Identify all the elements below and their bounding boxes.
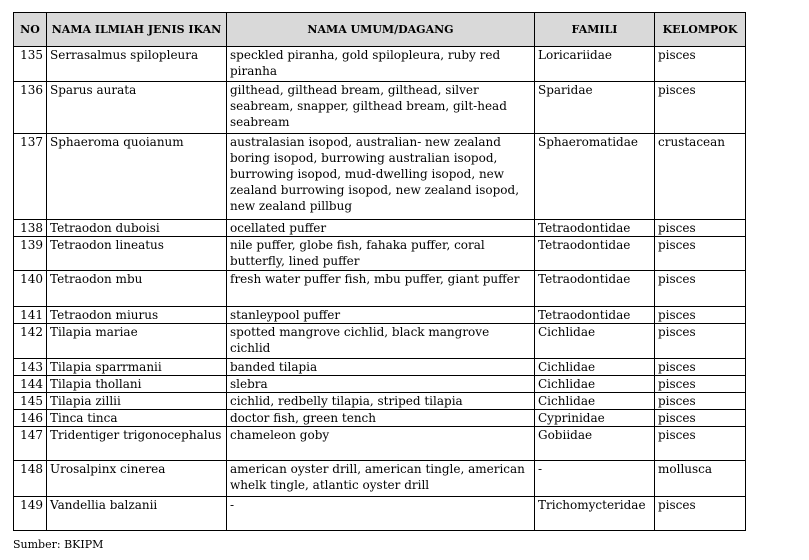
species-table xyxy=(13,12,746,531)
row-common-name: speckled piranha, gold spilopleura, ruby red piranha xyxy=(227,47,535,82)
row-no: 147 xyxy=(14,427,47,461)
row-family: Cichlidae xyxy=(535,376,655,393)
row-common-name: doctor fish, green tench xyxy=(227,410,535,427)
table-row xyxy=(14,324,746,359)
row-family: Tetraodontidae xyxy=(535,220,655,237)
table-row xyxy=(14,271,746,307)
row-family: Cichlidae xyxy=(535,359,655,376)
row-scientific-name: Tinca tinca xyxy=(47,410,227,427)
row-group: pisces xyxy=(655,82,746,134)
row-family: Tetraodontidae xyxy=(535,237,655,271)
table-row xyxy=(14,497,746,531)
table-row xyxy=(14,82,746,134)
row-family: Tetraodontidae xyxy=(535,271,655,307)
row-family: Sphaeromatidae xyxy=(535,134,655,220)
row-family: Tetraodontidae xyxy=(535,307,655,324)
row-scientific-name: Vandellia balzanii xyxy=(47,497,227,531)
header-common-name: NAMA UMUM/DAGANG xyxy=(227,13,535,47)
header-group: KELOMPOK xyxy=(655,13,746,47)
row-common-name: spotted mangrove cichlid, black mangrove cichlid xyxy=(227,324,535,359)
row-common-name: nile puffer, globe fish, fahaka puffer, coral butterfly, lined puffer xyxy=(227,237,535,271)
row-scientific-name: Sparus aurata xyxy=(47,82,227,134)
row-group: pisces xyxy=(655,376,746,393)
row-family: - xyxy=(535,461,655,497)
row-no: 137 xyxy=(14,134,47,220)
row-scientific-name: Tetraodon duboisi xyxy=(47,220,227,237)
header-no: NO xyxy=(14,13,47,47)
row-common-name: chameleon goby xyxy=(227,427,535,461)
row-no: 141 xyxy=(14,307,47,324)
row-group: mollusca xyxy=(655,461,746,497)
row-common-name: ocellated puffer xyxy=(227,220,535,237)
table-row xyxy=(14,47,746,82)
row-common-name: - xyxy=(227,497,535,531)
row-scientific-name: Tilapia thollani xyxy=(47,376,227,393)
row-group: pisces xyxy=(655,271,746,307)
table-row xyxy=(14,376,746,393)
table-row xyxy=(14,237,746,271)
row-group: pisces xyxy=(655,359,746,376)
row-group: pisces xyxy=(655,47,746,82)
row-family: Cichlidae xyxy=(535,393,655,410)
row-common-name: american oyster drill, american tingle, american whelk tingle, atlantic oyster drill xyxy=(227,461,535,497)
header-scientific-name: NAMA ILMIAH JENIS IKAN xyxy=(47,13,227,47)
source-note: Sumber: BKIPM xyxy=(13,538,104,551)
row-family: Cichlidae xyxy=(535,324,655,359)
row-common-name: fresh water puffer fish, mbu puffer, giant puffer xyxy=(227,271,535,307)
row-group: pisces xyxy=(655,220,746,237)
row-no: 139 xyxy=(14,237,47,271)
row-scientific-name: Tetraodon lineatus xyxy=(47,237,227,271)
row-no: 135 xyxy=(14,47,47,82)
row-common-name: gilthead, gilthead bream, gilthead, silver seabream, snapper, gilthead bream, gilt-head seabream xyxy=(227,82,535,134)
row-no: 136 xyxy=(14,82,47,134)
row-no: 142 xyxy=(14,324,47,359)
row-family: Cyprinidae xyxy=(535,410,655,427)
row-group: pisces xyxy=(655,307,746,324)
row-group: pisces xyxy=(655,393,746,410)
row-scientific-name: Urosalpinx cinerea xyxy=(47,461,227,497)
row-common-name: cichlid, redbelly tilapia, striped tilapia xyxy=(227,393,535,410)
row-no: 143 xyxy=(14,359,47,376)
row-no: 144 xyxy=(14,376,47,393)
row-scientific-name: Tridentiger trigonocephalus xyxy=(47,427,227,461)
row-no: 149 xyxy=(14,497,47,531)
table-row xyxy=(14,461,746,497)
row-scientific-name: Sphaeroma quoianum xyxy=(47,134,227,220)
row-family: Trichomycteridae xyxy=(535,497,655,531)
row-group: pisces xyxy=(655,237,746,271)
row-no: 138 xyxy=(14,220,47,237)
table-row xyxy=(14,393,746,410)
row-family: Loricariidae xyxy=(535,47,655,82)
table-row xyxy=(14,359,746,376)
table-row xyxy=(14,410,746,427)
table-row xyxy=(14,220,746,237)
row-family: Gobiidae xyxy=(535,427,655,461)
row-no: 146 xyxy=(14,410,47,427)
row-common-name: stanleypool puffer xyxy=(227,307,535,324)
table-row xyxy=(14,307,746,324)
row-group: pisces xyxy=(655,410,746,427)
row-scientific-name: Tilapia zillii xyxy=(47,393,227,410)
row-family: Sparidae xyxy=(535,82,655,134)
row-no: 148 xyxy=(14,461,47,497)
row-scientific-name: Serrasalmus spilopleura xyxy=(47,47,227,82)
row-no: 140 xyxy=(14,271,47,307)
row-common-name: slebra xyxy=(227,376,535,393)
row-no: 145 xyxy=(14,393,47,410)
table-row xyxy=(14,427,746,461)
row-group: crustacean xyxy=(655,134,746,220)
row-scientific-name: Tetraodon mbu xyxy=(47,271,227,307)
row-scientific-name: Tilapia mariae xyxy=(47,324,227,359)
row-common-name: australasian isopod, australian- new zealand boring isopod, burrowing australian isopod, burrowing isopod, mud-dwelling isopod, new zealand burrowing isopod, new zealand isopod, new zealand pillbug xyxy=(227,134,535,220)
row-scientific-name: Tilapia sparrmanii xyxy=(47,359,227,376)
row-group: pisces xyxy=(655,427,746,461)
row-group: pisces xyxy=(655,497,746,531)
row-scientific-name: Tetraodon miurus xyxy=(47,307,227,324)
row-group: pisces xyxy=(655,324,746,359)
row-common-name: banded tilapia xyxy=(227,359,535,376)
header-family: FAMILI xyxy=(535,13,655,47)
table-row xyxy=(14,134,746,220)
header-row xyxy=(14,13,746,47)
